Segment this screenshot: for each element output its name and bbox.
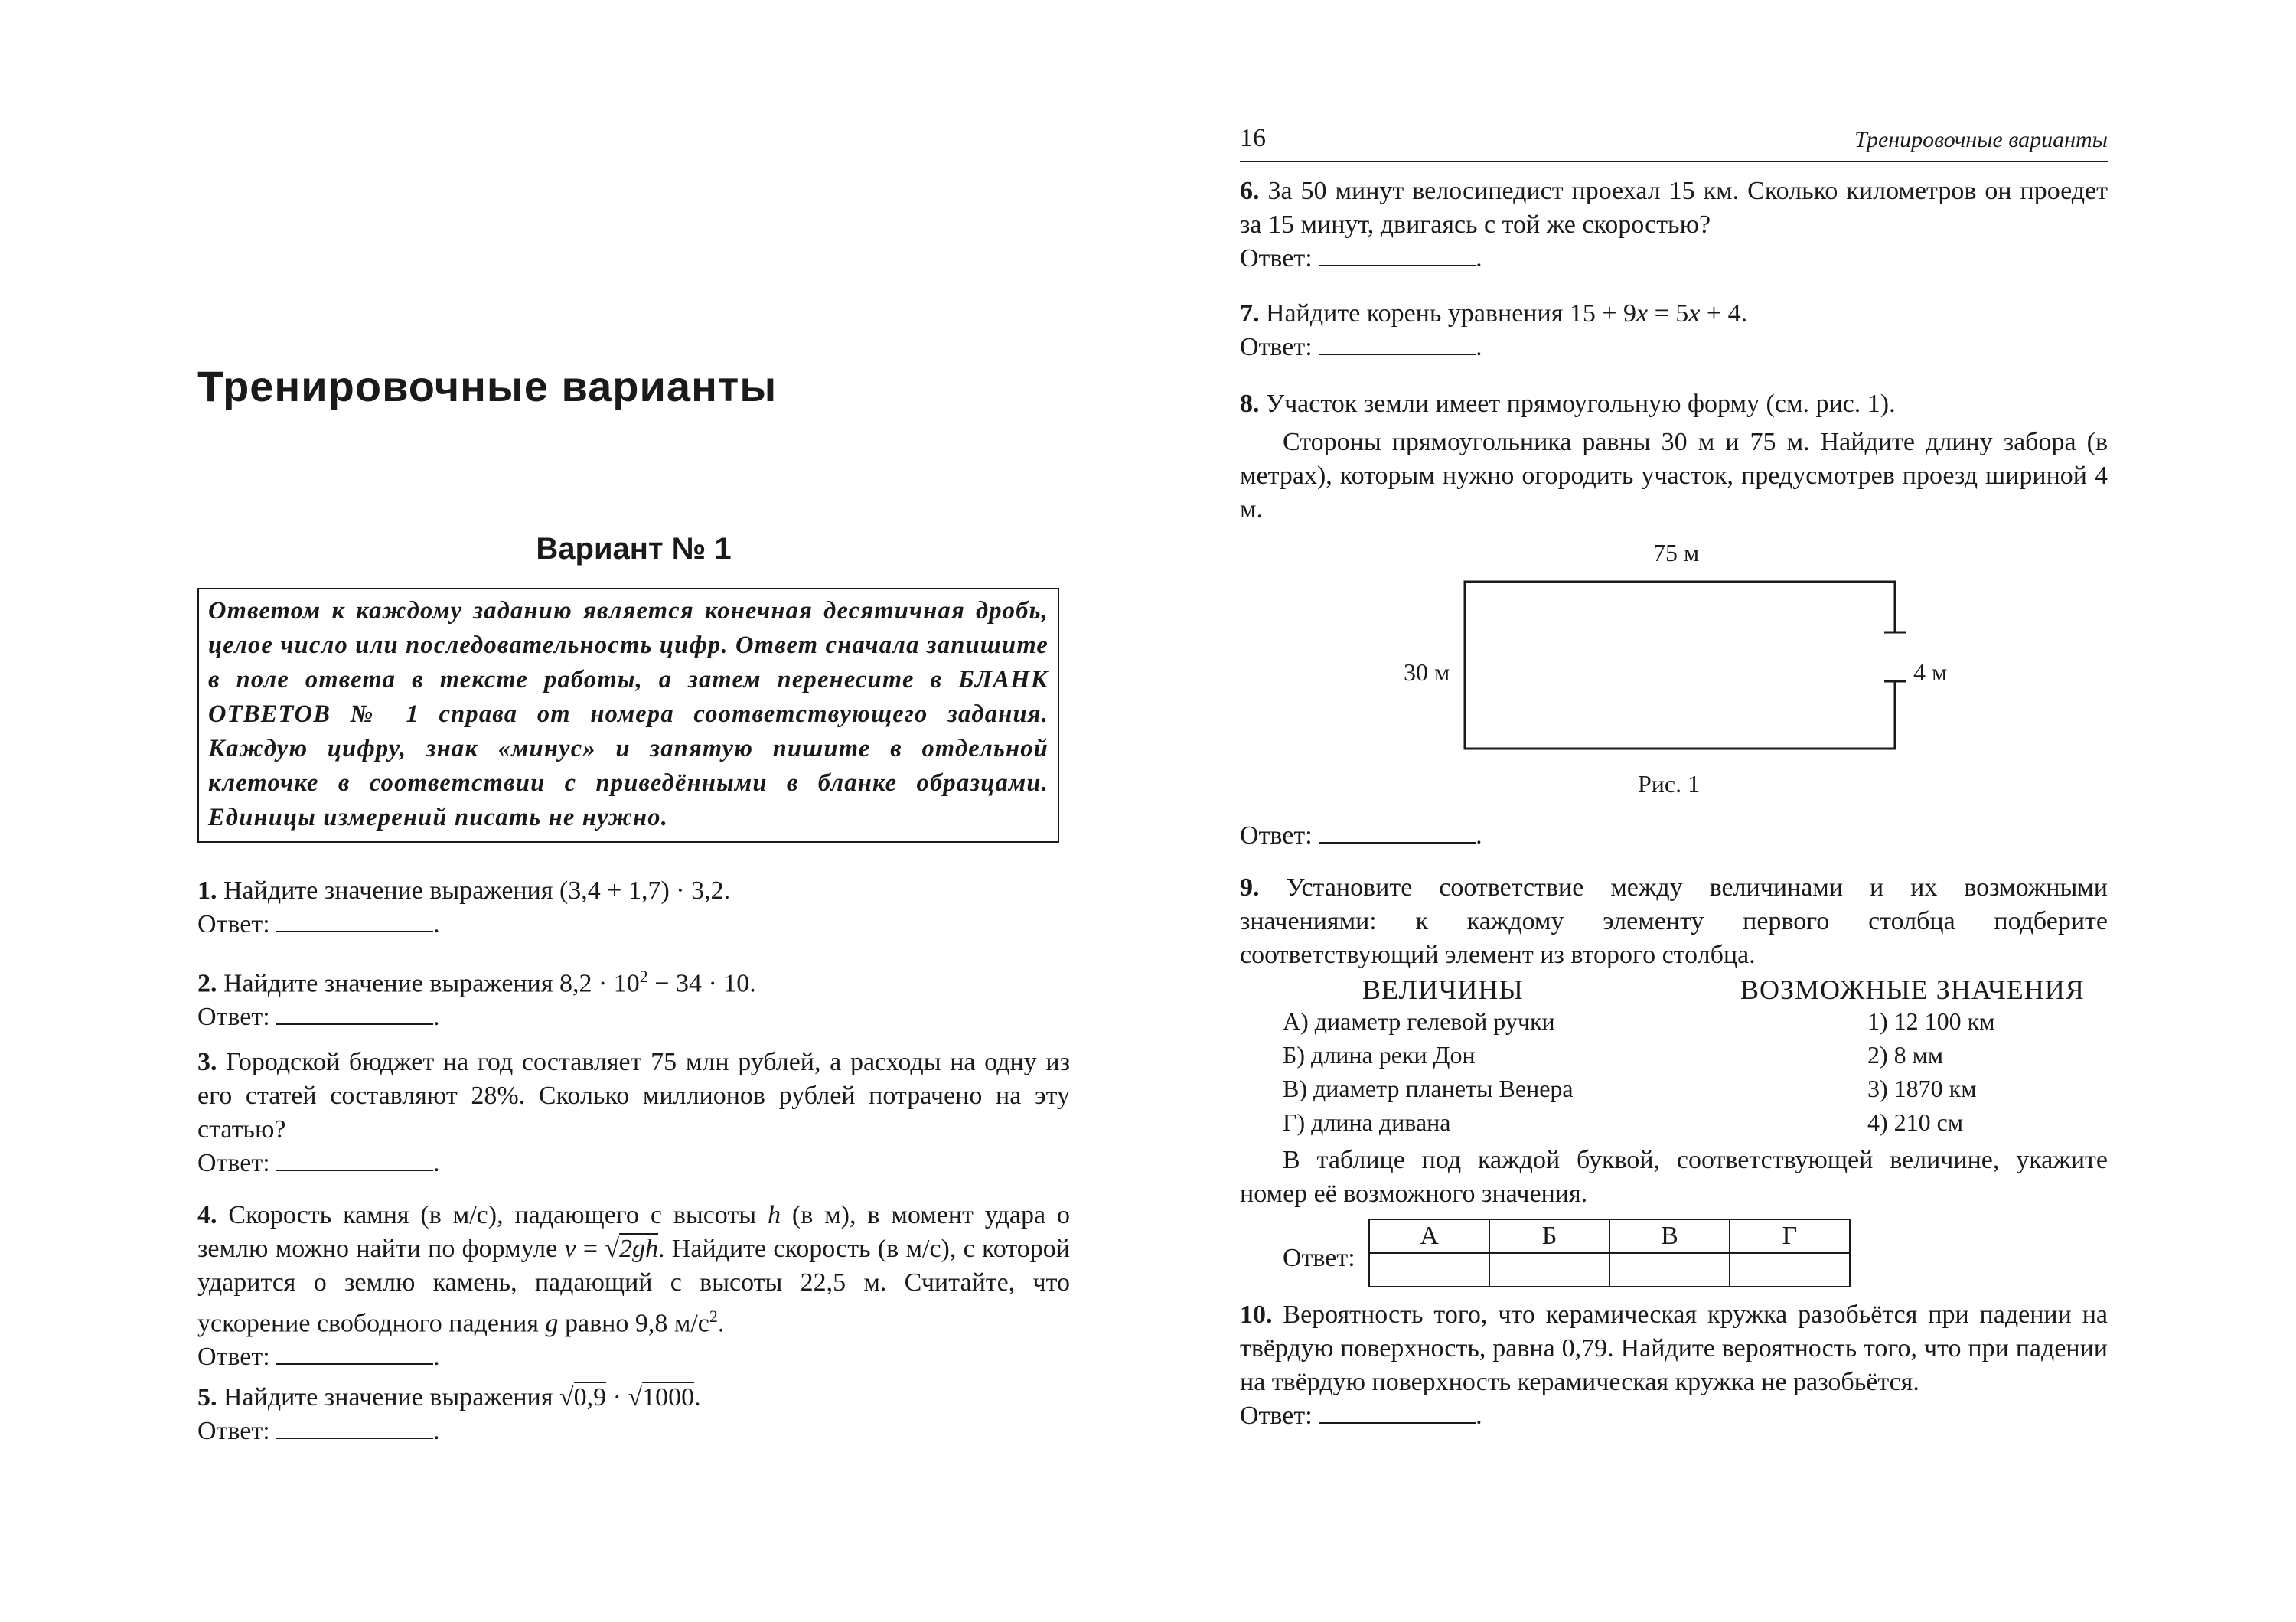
question-9 (1240, 871, 2108, 972)
question-7: 7. Найдите корень уравнения 15 + 9x = 5x + 4. Ответ: . (1240, 299, 1748, 361)
answer-blank[interactable] (276, 912, 433, 932)
quantity-item: В) диаметр планеты Венера (1283, 1075, 1574, 1102)
answer-label: Ответ: (1240, 244, 1313, 273)
variant-title: Вариант № 1 (536, 532, 732, 566)
question-3: 3. Городской бюджет на год составляет 75 млн рублей, а расходы на одну из его статей составляют 28%. Сколько миллионов рублей потрачено на эту статью? Ответ: . (197, 1048, 1070, 1177)
answer-label: Ответ: (197, 1343, 270, 1372)
variable-x: x (1688, 299, 1701, 328)
answer-label: Ответ: (197, 910, 270, 938)
question-number: 10. (1240, 1301, 1273, 1329)
table-header-b: Б (1489, 1219, 1609, 1253)
question-text: Участок земли имеет прямоугольную форму (см. рис. 1). (1266, 390, 1896, 418)
question-number: 3. (197, 1048, 217, 1076)
value-item: 3) 1870 км (1867, 1075, 1977, 1102)
answer-blank[interactable] (276, 1005, 433, 1025)
running-title: Тренировочные варианты (1854, 127, 2108, 152)
answer-table-block (1240, 1219, 2108, 1295)
question-text: Найдите корень уравнения 15 + 9 (1266, 299, 1637, 328)
answer-label: Ответ: (197, 1149, 270, 1177)
question-6: 6. За 50 минут велосипедист проехал 15 км. Сколько километров он проедет за 15 минут, двигаясь с той же скоростью? Ответ: . (1240, 177, 2108, 273)
question-number: 9. (1240, 873, 1260, 902)
answer-blank[interactable] (276, 1345, 433, 1365)
exponent: 2 (639, 967, 648, 986)
running-header (1240, 124, 2108, 162)
plot-outline (1465, 582, 1895, 749)
question-text: = 5 (1648, 299, 1689, 328)
answer-blank[interactable] (1319, 824, 1476, 844)
matching-block (1240, 974, 2108, 1150)
question-10: 10. Вероятность того, что керамическая кружка разобьётся при падении на твёрдую поверхность, равна 0,79. Найдите вероятность того, что при падении на твёрдую поверхность керамическая кружка не разобьётся. Ответ: . (1240, 1301, 2108, 1430)
sqrt-sign: √ (605, 1235, 620, 1263)
question-number: 7. (1240, 299, 1260, 328)
instructions-text: Ответом к каждому заданию является конечная десятичная дробь, целое число или последовательность цифр. Ответ сначала запишите в поле ответа в тексте работы, а затем перенесите в БЛАНК ОТВЕТОВ № 1 справа от номера соответствующего задания. Каждую цифру, знак «минус» и запятую пишите в отдельной клеточке в соответствии с приведёнными в бланке образцами. Единицы измерений писать не нужно. (208, 597, 1049, 831)
question-number: 8. (1240, 390, 1260, 418)
question-8-answer: Ответ: . (1240, 821, 1482, 850)
question-text-tail: − 34 · 10. (647, 969, 756, 998)
question-number: 1. (197, 876, 217, 905)
variable-x: x (1636, 299, 1649, 328)
variable-g: g (545, 1309, 559, 1338)
formula-equals: = (576, 1235, 605, 1263)
answer-cell[interactable] (1369, 1253, 1489, 1287)
question-text: . Найдите скорость (в м/с), с которой ударится о землю камень, падающий с высоты 22,5 м. Считайте, что ускорение свободного падения (197, 1235, 1070, 1338)
question-text: Найдите значение выражения 8,2 · 10 (223, 969, 640, 998)
answer-blank[interactable] (1319, 1404, 1476, 1424)
question-text: (в м), в момент удара о землю можно найти по формуле (197, 1201, 1071, 1263)
variable-h: h (767, 1201, 781, 1229)
figure-caption: Рис. 1 (1638, 770, 1701, 798)
instructions-box (197, 588, 1059, 843)
question-text: . (694, 1383, 701, 1411)
question-text: . (717, 1309, 725, 1338)
figure-label-top: 75 м (1653, 539, 1700, 566)
figure-label-left: 30 м (1404, 658, 1450, 686)
value-item: 2) 8 мм (1867, 1041, 1944, 1069)
table-header-a: А (1369, 1219, 1489, 1253)
answer-table (1368, 1219, 1851, 1287)
sqrt-radicand: 2gh (619, 1235, 659, 1263)
table-header-v: В (1609, 1219, 1730, 1253)
question-4: 4. Скорость камня (в м/с), падающего с высоты h (в м), в момент удара о землю можно найти по формуле v = √2gh. Найдите скорость (в м/с), с которой ударится о землю камень, падающий с высоты 22,5 м. Считайте, что ускорение свободного падения g равно 9,8 $м/с^2$. Ответ: . (197, 1201, 1071, 1372)
question-number: 5. (197, 1383, 217, 1411)
question-text: Найдите значение выражения (223, 1383, 559, 1411)
sqrt-sign: √ (559, 1383, 574, 1411)
value-item: 1) 12 100 км (1867, 1007, 1995, 1035)
question-text: равно 9,8 м/с (558, 1309, 709, 1338)
figure-1 (1240, 536, 2108, 796)
sqrt-radicand: 1000 (642, 1383, 695, 1411)
answer-blank[interactable] (1319, 335, 1476, 355)
question-text: В таблице под каждой буквой, соответствующей величине, укажите номер её возможного значения. (1240, 1146, 2108, 1208)
answer-cell[interactable] (1489, 1253, 1609, 1287)
answer-blank[interactable] (1319, 246, 1476, 266)
answer-label: Ответ: (1283, 1244, 1355, 1272)
answer-label: Ответ: (1240, 333, 1313, 361)
question-number: 2. (197, 969, 217, 998)
quantity-item: Г) длина дивана (1283, 1108, 1451, 1136)
question-text: + 4. (1700, 299, 1748, 328)
sqrt-sign: √ (628, 1383, 643, 1411)
question-5: 5. Найдите значение выражения √0,9 · √1000. Ответ: . (197, 1383, 701, 1445)
answer-cell[interactable] (1730, 1253, 1850, 1287)
question-2: 2. Найдите значение выражения $8,2 \cdot 10^2 - 34 \cdot 10$. Ответ: . (197, 967, 756, 1032)
formula-v: v (564, 1235, 576, 1263)
question-8 (1240, 387, 2108, 527)
question-9-instruction (1240, 1144, 2108, 1211)
answer-cell[interactable] (1609, 1253, 1730, 1287)
answer-label: Ответ: (197, 1417, 270, 1445)
quantity-item: Б) длина реки Дон (1283, 1041, 1476, 1069)
rectangle-diagram (1240, 536, 2108, 796)
multiply-dot: · (606, 1383, 628, 1411)
sqrt-radicand: 0,9 (573, 1383, 607, 1411)
question-text: За 50 минут велосипедист проехал 15 км. Сколько километров он проедет за 15 минут, двигаясь с той же скоростью? (1240, 177, 2108, 239)
question-text: Городской бюджет на год составляет 75 млн рублей, а расходы на одну из его статей составляют 28%. Сколько миллионов рублей потрачено на эту статью? (197, 1048, 1070, 1144)
answer-blank[interactable] (276, 1419, 433, 1439)
question-text: Найдите значение выражения (3,4 + 1,7) · 3,2. (223, 876, 731, 905)
question-number: 4. (197, 1201, 217, 1229)
answer-label: Ответ: (197, 1003, 270, 1032)
question-text: Стороны прямоугольника равны 30 м и 75 м. Найдите длину забора (в метрах), которым нужно огородить участок, предусмотрев проезд шириной 4 м. (1240, 428, 2108, 524)
question-text: Установите соответствие между величинами и их возможными значениями: к каждому элементу первого столбца подберите соответствующий элемент из второго столбца. (1240, 873, 2108, 969)
table-header-g: Г (1730, 1219, 1850, 1253)
question-text: Скорость камня (в м/с), падающего с высоты (228, 1201, 768, 1229)
column-head-values: ВОЗМОЖНЫЕ ЗНАЧЕНИЯ (1740, 974, 2085, 1005)
quantity-item: А) диаметр гелевой ручки (1283, 1007, 1555, 1035)
figure-label-gap: 4 м (1913, 658, 1948, 686)
answer-blank[interactable] (276, 1151, 433, 1171)
answer-label: Ответ: (1240, 1402, 1313, 1430)
exponent: 2 (709, 1307, 718, 1326)
column-head-quantities: ВЕЛИЧИНЫ (1362, 974, 1524, 1005)
value-item: 4) 210 см (1867, 1108, 1964, 1136)
section-title: Тренировочные варианты (197, 362, 778, 410)
question-number: 6. (1240, 177, 1260, 205)
question-1: 1. Найдите значение выражения (3,4 + 1,7) · 3,2. Ответ: . (197, 876, 731, 938)
page-number: 16 (1240, 124, 1266, 152)
answer-label: Ответ: (1240, 821, 1313, 850)
question-text: Вероятность того, что керамическая кружка разобьётся при падении на твёрдую поверхность, равна 0,79. Найдите вероятность того, что при падении на твёрдую поверхность керамическая кружка не разобьётся. (1240, 1301, 2108, 1396)
